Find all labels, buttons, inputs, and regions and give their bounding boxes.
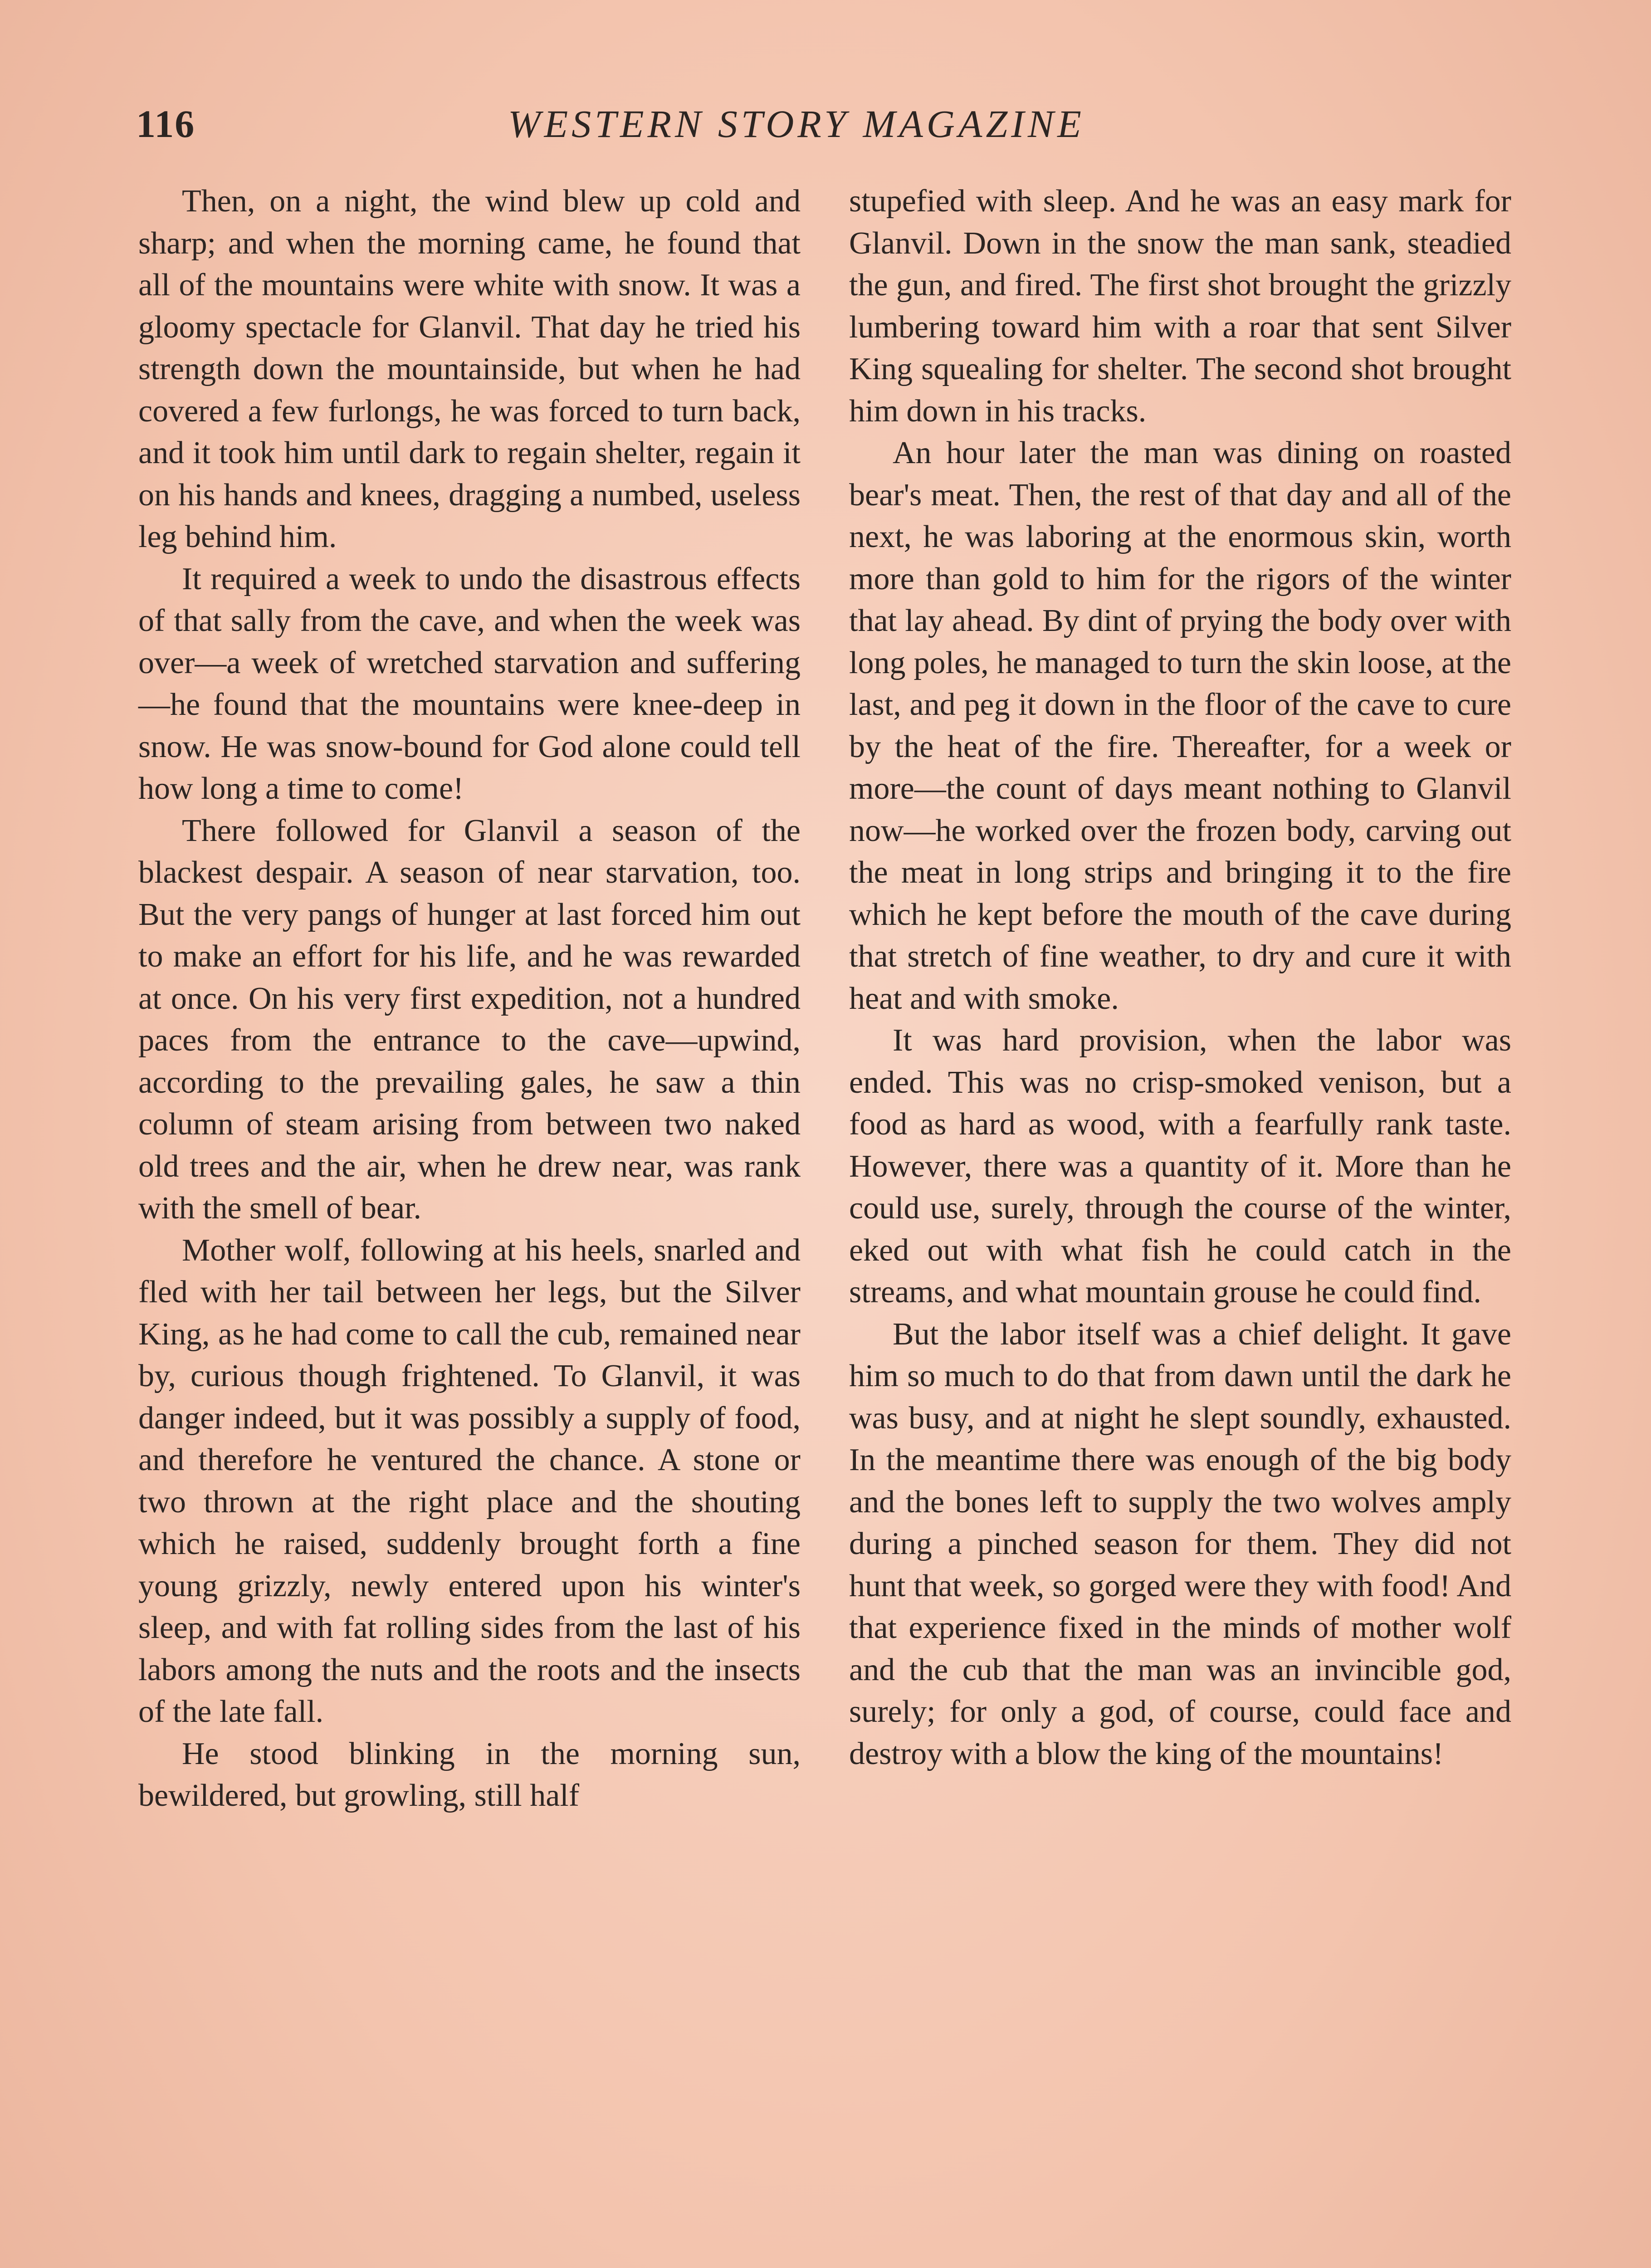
paragraph: An hour later the man was dining on roasted bear's meat. Then, the rest of that day and all of the next, he was laboring at the enormous skin, worth more than gold to him for the rigors of the winter that lay ahead. By dint of prying the body over with long poles, he managed to turn the skin loose, at the last, and peg it down in the floor of the cave to cure by the heat of the fire. Thereafter, for a week or more—the count of days meant nothing to Glanvil now—he worked over the frozen body, carving out the meat in long strips and bringing it to the fire which he kept before the mouth of the cave during that stretch of fine weather, to dry and cure it with heat and with smoke.: [849, 435, 1511, 1016]
magazine-title: WESTERN STORY MAGAZINE: [508, 102, 1085, 146]
paragraph: There followed for Glanvil a season of the blackest despair. A season of near starvation, too. But the very pangs of hunger at last forced him out to make an effort for his life, and he was rewarded at once. On his very first expedition, not a hundred paces from the entrance to the cave—upwind, according to the prevailing gales, he saw a thin column of steam arising from between two naked old trees and the air, when he drew near, was rank with the smell of bear.: [138, 813, 801, 1226]
continued-paragraph: stupefied with sleep. And he was an easy mark for Glanvil. Down in the snow the man sank, steadied the gun, and fired. The first shot brought the grizzly lumbering toward him with a roar that sent Silver King squealing for shelter. The second shot brought him down in his tracks.: [849, 184, 1511, 429]
page-number: 116: [136, 102, 195, 146]
paragraph: Mother wolf, following at his heels, snarled and fled with her tail between her legs, but the Silver King, as he had come to call the cub, remained near by, curious though frightened. To Glanvil, it was danger indeed, but it was possibly a supply of food, and therefore he ventured the chance. A stone or two thrown at the right place and the shouting which he raised, suddenly brought forth a fine young grizzly, newly entered upon his winter's sleep, and with fat rolling sides from the last of his labors among the nuts and the roots and the insects of the late fall.: [138, 1232, 801, 1729]
page-header: [136, 99, 1547, 149]
left-column: [138, 181, 801, 1817]
paragraph: It required a week to undo the disastrous effects of that sally from the cave, and when the week was over—a week of wretched starvation and suffering—he found that the mountains were knee-deep in snow. He was snow-bound for God alone could tell how long a time to come!: [138, 561, 801, 806]
paragraph: It was hard provision, when the labor was ended. This was no crisp-smoked venison, but a food as hard as wood, with a fearfully rank taste. However, there was a quantity of it. More than he could use, surely, through the course of the winter, eked out with what fish he could catch in the streams, and what mountain grouse he could find.: [849, 1023, 1511, 1310]
paragraph: He stood blinking in the morning sun, bewildered, but growling, still half: [138, 1736, 801, 1813]
paragraph: Then, on a night, the wind blew up cold and sharp; and when the morning came, he found that all of the mountains were white with snow. It was a gloomy spectacle for Glanvil. That day he tried his strength down the mountainside, but when he had covered a few furlongs, he was forced to turn back, and it took him until dark to regain shelter, regain it on his hands and knees, dragging a numbed, useless leg behind him.: [138, 184, 801, 554]
right-column: [849, 181, 1511, 1775]
paragraph: But the labor itself was a chief delight. It gave him so much to do that from dawn until the dark he was busy, and at night he slept soundly, exhausted. In the meantime there was enough of the big body and the bones left to supply the two wolves amply during a pinched season for them. They did not hunt that week, so gorged were they with food! And that experience fixed in the minds of mother wolf and the cub that the man was an invincible god, surely; for only a god, of course, could face and destroy with a blow the king of the mountains!: [849, 1316, 1511, 1771]
